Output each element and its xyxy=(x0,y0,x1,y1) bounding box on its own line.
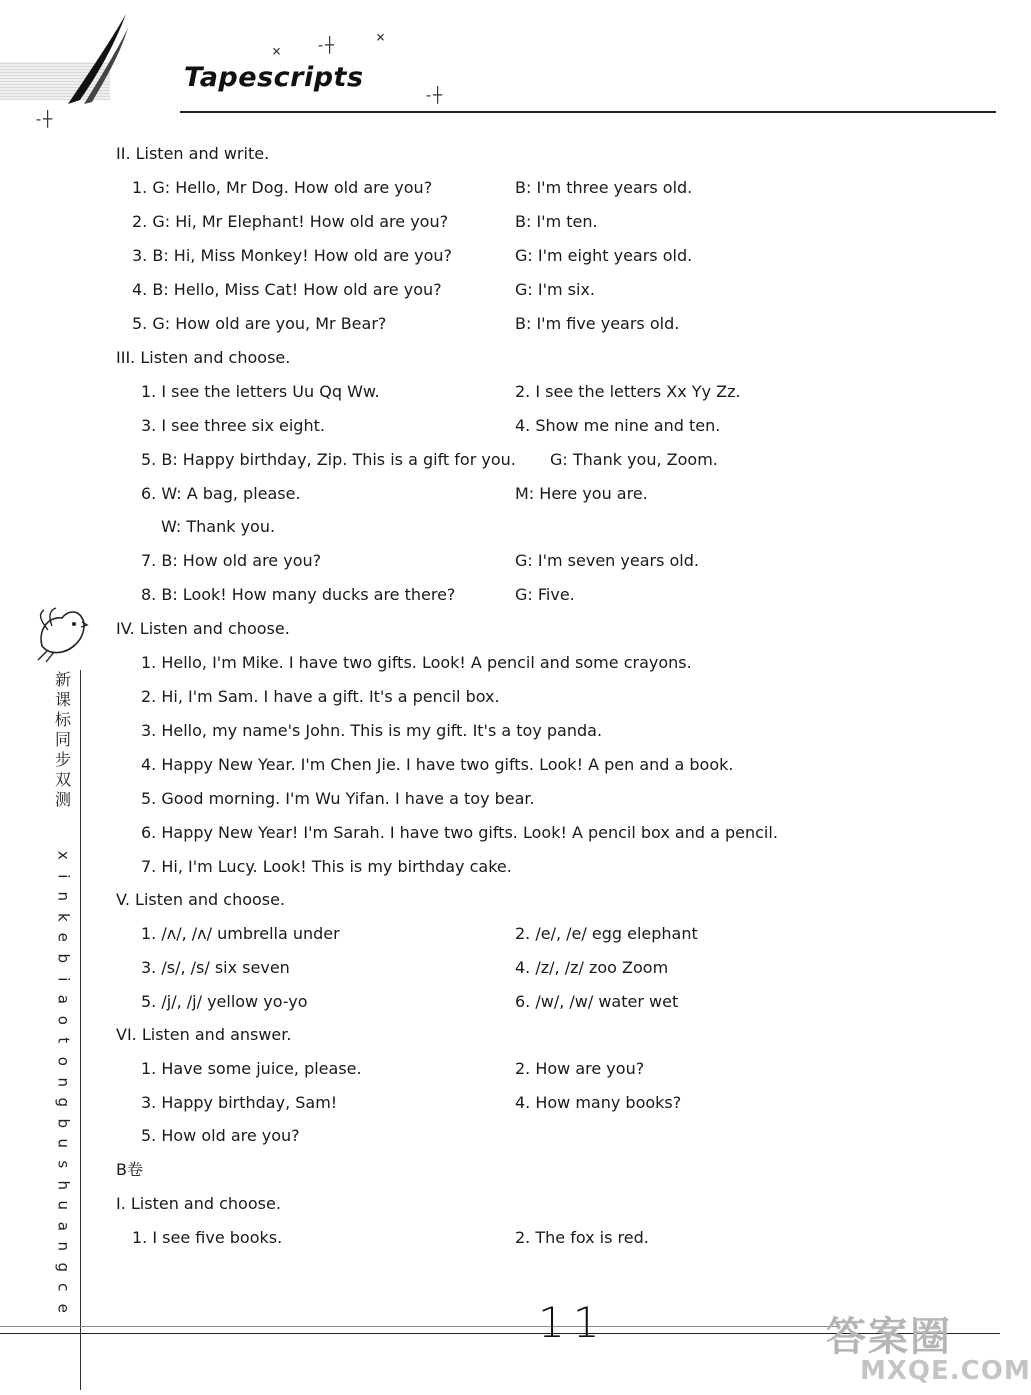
side-char: 新 xyxy=(54,670,71,689)
list-item: 2. The fox is red. xyxy=(515,1228,649,1247)
side-letter: i xyxy=(54,873,73,878)
dialogue-reply: G: Five. xyxy=(515,585,575,604)
section-title: IV. Listen and choose. xyxy=(116,619,290,638)
list-item: 1. /ʌ/, /ʌ/ umbrella under xyxy=(141,924,340,943)
side-letter: o xyxy=(54,1015,73,1025)
dialogue-line: 1. G: Hello, Mr Dog. How old are you? xyxy=(132,178,433,197)
list-item: 1. I see the letters Uu Qq Ww. xyxy=(141,382,380,401)
side-letter: b xyxy=(54,1118,73,1128)
side-letter: u xyxy=(54,1138,73,1149)
crop-mark: -┼ xyxy=(424,86,443,104)
section-title: I. Listen and choose. xyxy=(116,1194,281,1213)
list-item: 4. /z/, /z/ zoo Zoom xyxy=(515,958,669,977)
list-item: 3. Hello, my name's John. This is my gift. It's a toy panda. xyxy=(141,721,603,740)
side-char: 步 xyxy=(54,750,71,769)
list-item: 2. How are you? xyxy=(515,1059,645,1078)
dialogue-reply: M: Here you are. xyxy=(515,484,648,503)
side-letter: e xyxy=(54,933,73,943)
list-item: 1. I see five books. xyxy=(132,1228,283,1247)
list-item: 5. /j/, /j/ yellow yo-yo xyxy=(141,992,308,1011)
side-letter: b xyxy=(54,953,73,964)
section-title: III. Listen and choose. xyxy=(116,348,291,367)
list-item: 3. Happy birthday, Sam! xyxy=(141,1093,338,1112)
side-letter: n xyxy=(54,1077,73,1087)
list-item: 2. I see the letters Xx Yy Zz. xyxy=(515,382,741,401)
dialogue-reply: B: I'm three years old. xyxy=(515,178,693,197)
page-title: Tapescripts xyxy=(184,62,364,93)
side-char: 测 xyxy=(54,790,71,809)
dialogue-reply: G: I'm six. xyxy=(515,280,595,299)
side-letter: g xyxy=(54,1097,73,1108)
watermark-text: MXQE.COM xyxy=(860,1356,1031,1386)
side-char: 同 xyxy=(54,730,71,749)
page-number: 11 xyxy=(538,1298,608,1347)
list-item: 5. Good morning. I'm Wu Yifan. I have a toy bear. xyxy=(141,789,535,808)
crop-mark: -┼ xyxy=(34,110,53,128)
list-item: 5. How old are you? xyxy=(141,1126,300,1145)
dialogue-line: 8. B: Look! How many ducks are there? xyxy=(141,585,456,604)
side-char: 双 xyxy=(54,770,71,789)
side-letter: a xyxy=(54,1221,73,1231)
side-letter: s xyxy=(54,1160,73,1169)
dialogue-reply: G: I'm seven years old. xyxy=(515,551,699,570)
side-letter: g xyxy=(54,1262,73,1272)
margin-rule xyxy=(80,670,81,1390)
dialogue-line: 5. B: Happy birthday, Zip. This is a gift for you. xyxy=(141,450,516,469)
side-letter: x xyxy=(54,850,73,860)
list-item: 4. Show me nine and ten. xyxy=(515,416,721,435)
header-rule xyxy=(180,111,996,113)
side-letter: n xyxy=(54,891,73,902)
side-char: 标 xyxy=(54,710,71,729)
list-item: 6. Happy New Year! I'm Sarah. I have two gifts. Look! A pencil box and a pencil. xyxy=(141,823,778,842)
list-item: 4. Happy New Year. I'm Chen Jie. I have two gifts. Look! A pen and a book. xyxy=(141,755,734,774)
dialogue-line: 7. B: How old are you? xyxy=(141,551,322,570)
dialogue-line: 6. W: A bag, please. xyxy=(141,484,301,503)
bird-icon xyxy=(34,606,88,664)
side-letter: u xyxy=(54,1200,73,1211)
list-item: 4. How many books? xyxy=(515,1093,682,1112)
header-swoosh-icon xyxy=(62,12,132,107)
side-letter: i xyxy=(54,976,73,981)
crop-mark: × xyxy=(272,42,282,60)
section-title: V. Listen and choose. xyxy=(116,890,286,909)
side-letter: e xyxy=(54,1303,73,1313)
side-title-pinyin xyxy=(52,845,74,1319)
side-letter: n xyxy=(54,1241,73,1252)
dialogue-reply: B: I'm five years old. xyxy=(515,314,680,333)
side-letter: h xyxy=(54,1180,73,1190)
crop-mark: × xyxy=(376,28,386,46)
list-item: 3. I see three six eight. xyxy=(141,416,325,435)
list-item: 3. /s/, /s/ six seven xyxy=(141,958,290,977)
dialogue-line: 3. B: Hi, Miss Monkey! How old are you? xyxy=(132,246,453,265)
list-item: 1. Have some juice, please. xyxy=(141,1059,362,1078)
list-item: 7. Hi, I'm Lucy. Look! This is my birthday cake. xyxy=(141,857,512,876)
side-title-chinese xyxy=(52,670,74,810)
dialogue-reply: G: I'm eight years old. xyxy=(515,246,693,265)
dialogue-line: 5. G: How old are you, Mr Bear? xyxy=(132,314,387,333)
side-char: 课 xyxy=(54,690,71,709)
side-letter: t xyxy=(54,1037,73,1044)
dialogue-line: W: Thank you. xyxy=(161,517,276,536)
side-letter: c xyxy=(54,1283,73,1292)
watermark-logo: 答案圈 xyxy=(826,1314,952,1360)
dialogue-line: 4. B: Hello, Miss Cat! How old are you? xyxy=(132,280,442,299)
dialogue-reply: G: Thank you, Zoom. xyxy=(550,450,718,469)
section-title: VI. Listen and answer. xyxy=(116,1025,292,1044)
crop-mark: -┼ xyxy=(316,36,335,54)
list-item: 6. /w/, /w/ water wet xyxy=(515,992,679,1011)
dialogue-reply: B: I'm ten. xyxy=(515,212,598,231)
side-letter: k xyxy=(54,912,73,922)
section-title: II. Listen and write. xyxy=(116,144,270,163)
side-letter: o xyxy=(54,1056,73,1066)
dialogue-line: 2. G: Hi, Mr Elephant! How old are you? xyxy=(132,212,449,231)
list-item: 1. Hello, I'm Mike. I have two gifts. Look! A pencil and some crayons. xyxy=(141,653,692,672)
side-letter: a xyxy=(54,994,73,1005)
footer-rule xyxy=(0,1326,840,1327)
list-item: 2. Hi, I'm Sam. I have a gift. It's a pencil box. xyxy=(141,687,500,706)
list-item: 2. /e/, /e/ egg elephant xyxy=(515,924,698,943)
part-title: B卷 xyxy=(116,1160,143,1179)
